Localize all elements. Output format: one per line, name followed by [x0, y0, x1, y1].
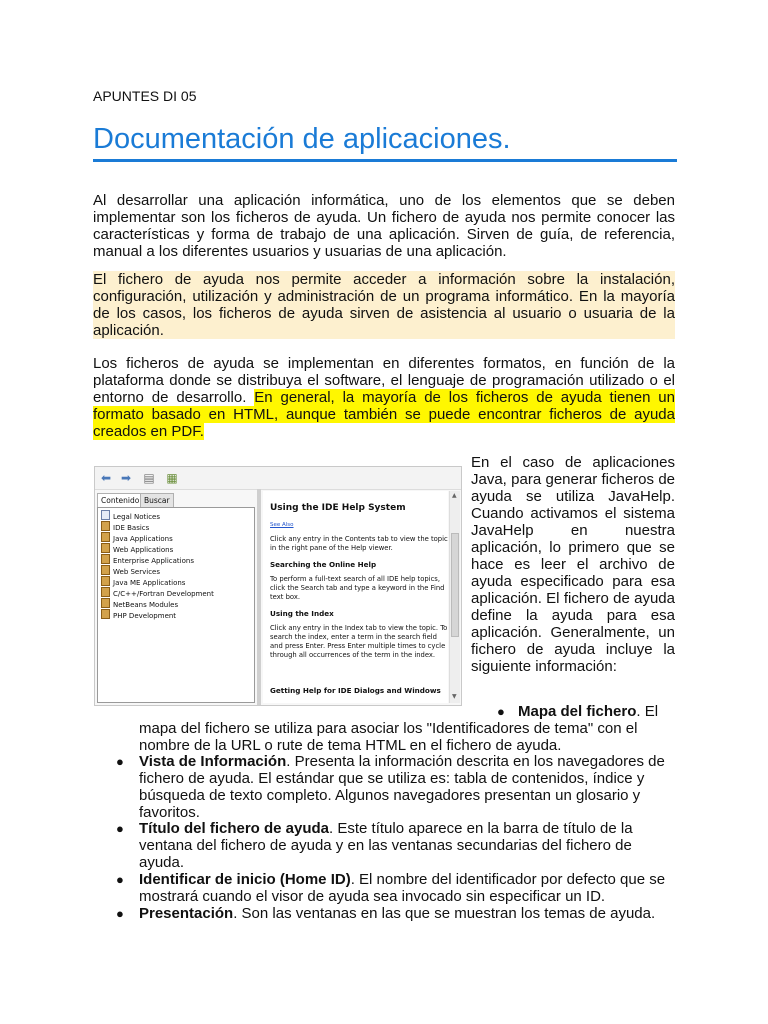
javahelp-paragraph: En el caso de aplicaciones Java, para generar ficheros de ayuda se utiliza JavaHelp. Cuando activamos el sistema JavaHelp en nuestra aplicación, lo primero que se hace es leer el archivo de ayuda especificado para esa aplicación. El fichero de ayuda define la ayuda para esa aplicación. Generalmente, un fichero de ayuda incluye la siguiente información: [471, 454, 675, 675]
list-item-continuation: mapa del fichero se utiliza para asociar los "Identificadores de tema" con el nombre de la URL o rute de tema HTML en el fichero de ayuda. [139, 720, 638, 754]
tree-item: C/C++/Fortran Development [101, 587, 214, 597]
tree-item: Java Applications [101, 532, 173, 542]
list-item: Vista de Información. Presenta la información descrita en los navegadores de fichero de ayuda. El estándar que se utiliza es: tabla de contenidos, índice y búsqueda de texto completo. Algunos navegadores presentan un glosario y favoritos. [139, 753, 665, 821]
paragraph-formats-text: Los ficheros de ayuda se implementan en diferentes formatos, en función de la plataforma donde se distribuya el software, el lenguaje de programación utilizado o el entorno de desarrollo. [93, 355, 675, 406]
paragraph-intro: Al desarrollar una aplicación informática, uno de los elementos que se deben implementar son los ficheros de ayuda. Un fichero de ayuda nos permite conocer las características y forma de trabajo de una aplicación. Sirven de guía, de referencia, manual a los diferentes usuarios y usuarias de una aplicación. [93, 192, 675, 260]
tree-item: Enterprise Applications [101, 554, 194, 564]
book-icon [101, 576, 110, 586]
tree-item: Web Services [101, 565, 160, 575]
paragraph-formats [93, 355, 675, 440]
paragraph-formats-highlight: En general, la mayoría de los ficheros de ayuda tienen un formato basado en HTML, aunque también se puede encontrar ficheros de ayuda creados en PDF. [93, 389, 675, 440]
list-item: Título del fichero de ayuda. Este título aparece en la barra de título de la ventana del fichero de ayuda y en las ventanas secundarias del fichero de ayuda. [139, 820, 633, 871]
bullet-icon: ● [116, 754, 124, 769]
tab-buscar: Buscar [140, 493, 174, 508]
back-arrow-icon: ⬅ [100, 471, 112, 485]
paragraph-purpose: El fichero de ayuda nos permite acceder a información sobre la instalación, configuración, utilización y administración de un programa informático. En la mayoría de los casos, los ficheros de ayuda sirven de asistencia al usuario o usuaria de la aplicación. [93, 271, 675, 339]
tree-item: Java ME Applications [101, 576, 185, 586]
book-icon [101, 598, 110, 608]
book-icon [101, 532, 110, 542]
book-icon [101, 521, 110, 531]
help-section-title: Getting Help for IDE Dialogs and Windows [270, 686, 441, 695]
print-icon: ▤ [143, 471, 155, 485]
tree-item: IDE Basics [101, 521, 149, 531]
scrollbar-thumb [451, 533, 459, 637]
pane-splitter [257, 489, 261, 705]
list-item-tail: . El [636, 703, 659, 720]
see-also-link: See Also [270, 522, 294, 528]
help-toolbar [95, 467, 461, 490]
bullet-icon: ● [116, 821, 124, 836]
help-section-text: Click any entry in the Index tab to view the topic. To search the index, enter a term in the search field and press Enter. Press Enter multiple times to cycle through all occurrences of the term in the index. [270, 624, 448, 659]
tree-item: Web Applications [101, 543, 173, 553]
javahelp-screenshot [94, 466, 462, 706]
header-note: APUNTES DI 05 [93, 88, 197, 104]
page-title: Documentación de aplicaciones. [93, 120, 677, 162]
tree-item: PHP Development [101, 609, 176, 619]
tab-contenido: Contenido [97, 493, 143, 508]
book-icon [101, 565, 110, 575]
bullet-icon: ● [116, 906, 124, 921]
book-icon [101, 554, 110, 564]
bullet-icon: ● [497, 704, 505, 719]
help-heading: Using the IDE Help System [270, 503, 406, 513]
book-icon [101, 609, 110, 619]
help-intro: Click any entry in the Contents tab to view the topic in the right pane of the Help viewer. [270, 535, 448, 552]
page-icon [101, 510, 110, 520]
forward-arrow-icon: ➡ [120, 471, 132, 485]
help-section-title: Searching the Online Help [270, 560, 377, 569]
list-item: Mapa del fichero. El [518, 703, 659, 720]
book-icon [101, 587, 110, 597]
help-section-text: To perform a full-text search of all IDE help topics, click the Search tab and type a keyword in the Find text box. [270, 575, 445, 601]
list-item: Identificar de inicio (Home ID). El nombre del identificador por defecto que se mostrará cuando el visor de ayuda sea invocado sin especificar un ID. [139, 871, 666, 905]
scroll-up-icon: ▲ [452, 492, 457, 499]
bullet-icon: ● [116, 872, 124, 887]
contents-tree [97, 507, 255, 703]
scroll-down-icon: ▼ [452, 693, 457, 700]
page-setup-icon: ▦ [166, 471, 178, 485]
tree-item: NetBeans Modules [101, 598, 178, 608]
help-content-pane [263, 491, 448, 703]
book-icon [101, 543, 110, 553]
help-section-title: Using the Index [270, 609, 334, 618]
list-item: Presentación. Son las ventanas en las que se muestran los temas de ayuda. [139, 905, 656, 922]
content-scrollbar [449, 491, 460, 703]
tree-item: Legal Notices [101, 510, 160, 520]
